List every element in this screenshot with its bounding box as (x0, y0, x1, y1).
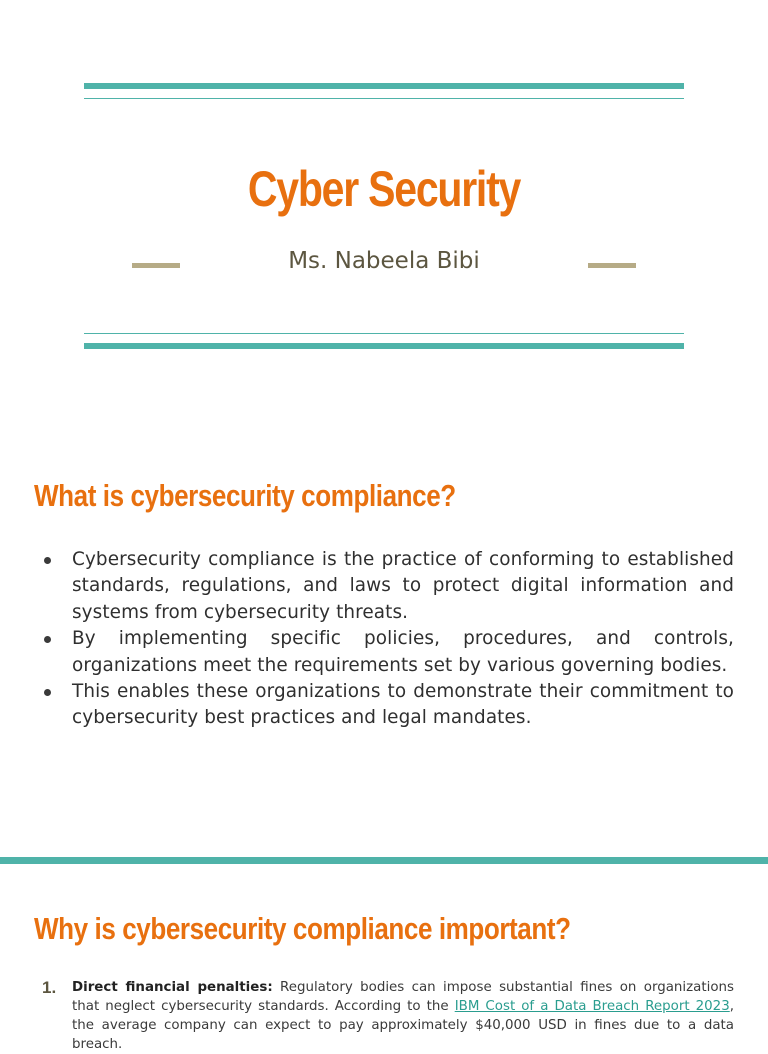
bullet-text: By implementing specific policies, procedures, and controls, organizations meet the requirements set by various governing bodies. (72, 628, 734, 676)
bullet-dot-icon (44, 636, 51, 643)
bullet-text: Cybersecurity compliance is the practice of conforming to established standards, regulations, and laws to protect digital information and systems from cybersecurity threats. (72, 549, 734, 623)
bullet-item (40, 679, 734, 732)
bottom-rule-thick (84, 343, 684, 349)
list-number: 1. (42, 978, 57, 997)
list-item-label: Direct financial penalties: (72, 980, 273, 995)
bullet-text: This enables these organizations to demonstrate their commitment to cybersecurity best practices and legal mandates. (72, 681, 734, 729)
top-rule-thick (84, 83, 684, 89)
list-item-text (72, 978, 734, 1054)
ibm-report-link[interactable]: IBM Cost of a Data Breach Report 2023 (454, 999, 730, 1014)
bullet-item (40, 547, 734, 626)
section1-heading: What is cybersecurity compliance? (34, 478, 456, 513)
section-divider (0, 857, 768, 864)
list-item-body: Regulatory bodies can impose substantial fines on organizations that neglect cybersecurity standards. According to the (72, 980, 734, 1014)
bullet-item (40, 626, 734, 679)
top-rule-thin (84, 98, 684, 99)
document-title: Cyber Security (247, 161, 521, 217)
bottom-rule-thin (84, 333, 684, 334)
bullet-dot-icon (44, 557, 51, 564)
section1-bullet-list (40, 547, 734, 732)
bullet-dot-icon (44, 689, 51, 696)
author-name: Ms. Nabeela Bibi (288, 248, 480, 274)
section2-heading: Why is cybersecurity compliance important? (34, 911, 571, 946)
right-dash-decoration (588, 263, 636, 268)
list-item-body-continued: , the average company can expect to pay approximately $40,000 USD in fines due to a data breach. (72, 999, 734, 1052)
